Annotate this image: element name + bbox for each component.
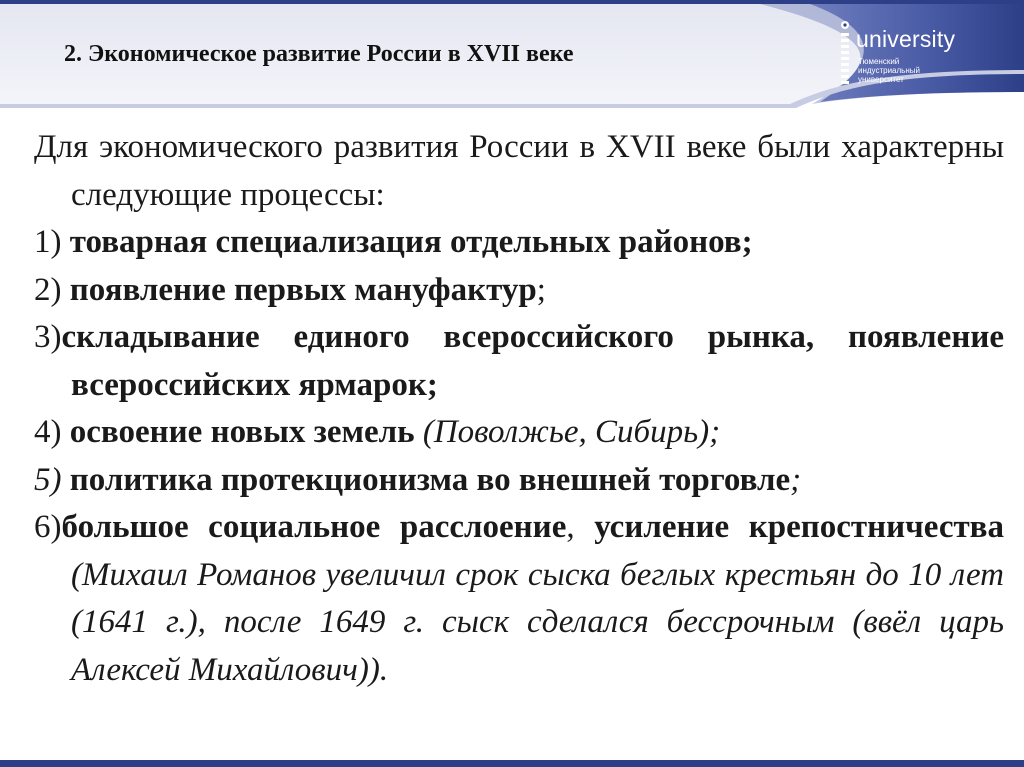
- item-number: 6): [34, 509, 62, 545]
- item-number: 2): [34, 271, 70, 308]
- university-logo: [836, 16, 1006, 90]
- logo-subtitle: [858, 57, 920, 84]
- logo-subtitle-line: университет: [858, 75, 904, 84]
- university-logo-icon: [836, 20, 854, 88]
- item-text-italic: ;: [790, 461, 802, 498]
- item-punctuation: ;: [536, 271, 546, 308]
- item-number: 5): [34, 461, 70, 498]
- item-text-bold: усиление крепостничества: [594, 509, 1005, 545]
- item-text-bold: освоение новых земель: [69, 414, 415, 450]
- list-item: [34, 457, 1004, 505]
- logo-subtitle-line: Тюменский: [858, 57, 900, 66]
- list-item: [34, 267, 1004, 315]
- list-item: [34, 504, 1004, 694]
- item-number: 1): [34, 224, 70, 260]
- item-text-bold: большое социальное расслоение: [61, 509, 567, 545]
- item-punctuation: ,: [566, 509, 595, 545]
- item-text-bold: появление первых мануфактур: [69, 271, 537, 308]
- intro-text: Для экономического развития России в XVII веке были характерны следующие процессы:: [34, 129, 1004, 213]
- logo-wordmark: university: [856, 26, 956, 52]
- list-item: [34, 314, 1004, 409]
- intro-paragraph: [34, 124, 1004, 219]
- list-item: [34, 219, 1004, 267]
- list-item: [34, 409, 1004, 457]
- header-band: [0, 0, 1024, 112]
- item-text-bold: складывание единого всероссийского рынка, появление всероссийских ярмарок;: [61, 319, 1004, 403]
- slide-body: [34, 124, 1004, 694]
- item-text-italic: (Поволжье, Сибирь);: [414, 414, 721, 450]
- item-number: 3): [34, 319, 62, 355]
- page-title: 2. Экономическое развитие России в XVII веке: [64, 41, 574, 67]
- item-number: 4): [34, 414, 70, 450]
- footer-line: [0, 760, 1024, 767]
- item-text-bold: товарная специализация отдельных районов;: [69, 224, 753, 260]
- item-text-italic: (Михаил Романов увеличил срок сыска беглых крестьян до 10 лет (1641 г.), после 1649 г. сыск сделался бессрочным (ввёл царь Алексей Михайлович)).: [71, 556, 1004, 688]
- logo-subtitle-line: индустриальный: [858, 66, 920, 75]
- item-text-bold: политика протекционизма во внешней торговле: [69, 461, 791, 498]
